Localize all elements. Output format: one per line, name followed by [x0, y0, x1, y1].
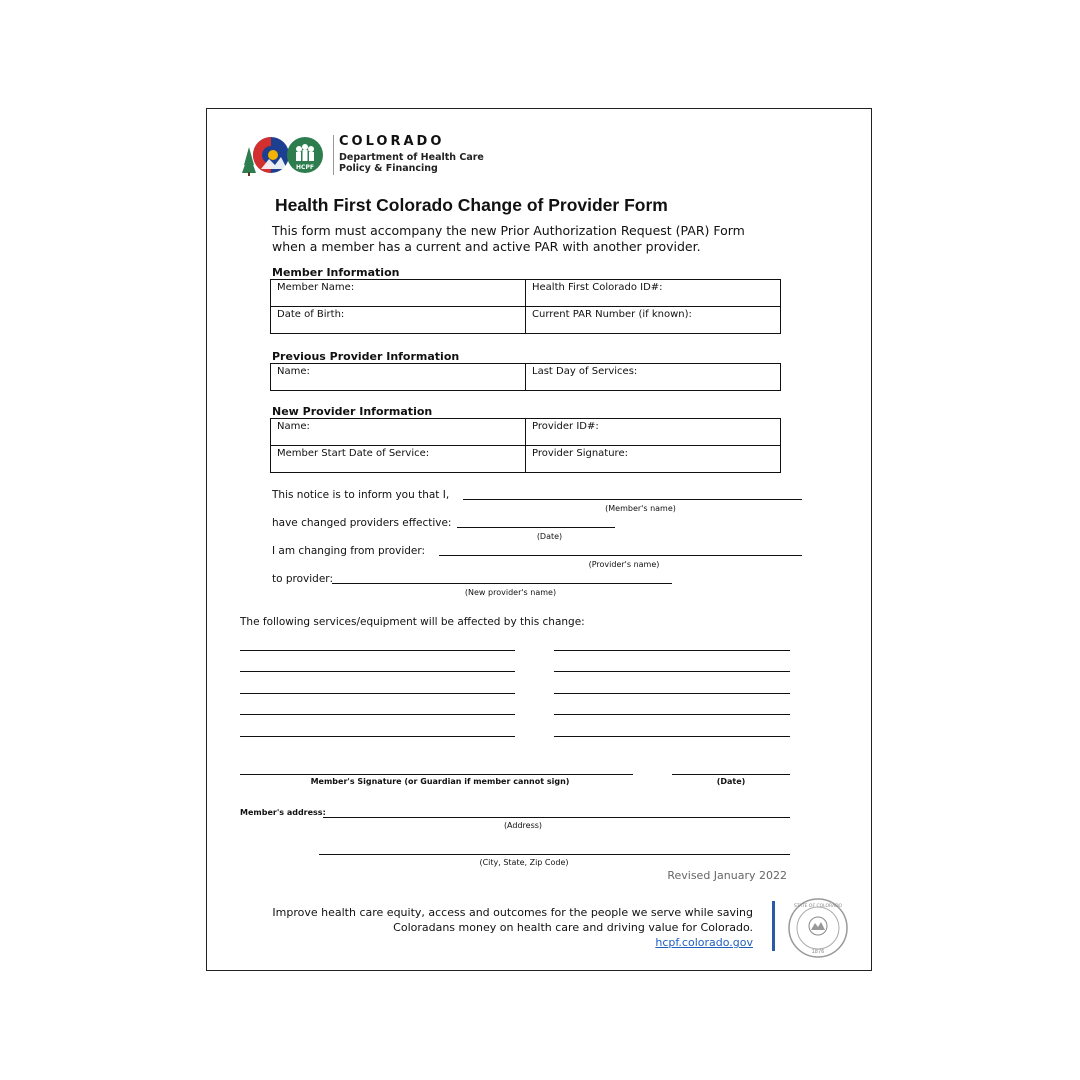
- service-line[interactable]: [240, 671, 515, 672]
- form-page: [206, 108, 872, 971]
- address-label: Member's address:: [240, 808, 326, 817]
- logo-badge: HCPF: [296, 164, 314, 171]
- service-line[interactable]: [554, 714, 790, 715]
- service-line[interactable]: [240, 714, 515, 715]
- service-line[interactable]: [240, 693, 515, 694]
- effective-date-caption: (Date): [536, 532, 563, 541]
- signature-date-line[interactable]: [672, 774, 790, 775]
- footer-line-1: Improve health care equity, access and outcomes for the people we serve while saving: [272, 906, 753, 919]
- services-label: The following services/equipment will be affected by this change:: [240, 616, 585, 628]
- logo-dept-line2: Policy & Financing: [339, 162, 438, 174]
- notice-line-2: have changed providers effective:: [272, 517, 452, 529]
- new-provider-name-field[interactable]: Name:: [271, 419, 526, 446]
- address-line[interactable]: [323, 817, 790, 818]
- member-info-table: [270, 279, 781, 334]
- colorado-logo-icon: [239, 133, 329, 177]
- footer-link[interactable]: hcpf.colorado.gov: [655, 936, 753, 949]
- service-line[interactable]: [554, 671, 790, 672]
- new-provider-heading: New Provider Information: [272, 405, 433, 418]
- last-day-services-field[interactable]: Last Day of Services:: [526, 364, 781, 391]
- seal-text: STATE OF COLORADO: [793, 904, 843, 909]
- provider-name-line[interactable]: [439, 555, 802, 556]
- footer-mission: [272, 905, 753, 950]
- service-line[interactable]: [554, 736, 790, 737]
- state-seal-icon: [787, 897, 849, 959]
- previous-provider-name-field[interactable]: Name:: [271, 364, 526, 391]
- member-info-heading: Member Information: [272, 266, 400, 279]
- member-signature-caption: Member's Signature (or Guardian if member cannot sign): [310, 777, 570, 786]
- provider-id-field[interactable]: Provider ID#:: [526, 419, 781, 446]
- date-of-birth-field[interactable]: Date of Birth:: [271, 307, 526, 334]
- city-state-zip-line[interactable]: [319, 854, 790, 855]
- logo-brand: COLORADO: [339, 134, 445, 149]
- address-caption: (Address): [503, 821, 543, 830]
- new-provider-table: [270, 418, 781, 473]
- logo-dept-line1: Department of Health Care: [339, 151, 484, 163]
- logo-divider: [333, 135, 334, 175]
- member-signature-line[interactable]: [240, 774, 633, 775]
- service-line[interactable]: [554, 693, 790, 694]
- signature-date-caption: (Date): [716, 777, 746, 786]
- notice-line-3: I am changing from provider:: [272, 545, 426, 557]
- provider-name-caption: (Provider's name): [588, 560, 660, 569]
- effective-date-line[interactable]: [457, 527, 615, 528]
- service-line[interactable]: [554, 650, 790, 651]
- new-provider-name-caption: (New provider's name): [464, 588, 557, 597]
- member-name-caption: (Member's name): [605, 504, 676, 513]
- service-line[interactable]: [240, 736, 515, 737]
- member-name-line[interactable]: [463, 499, 802, 500]
- city-state-zip-caption: (City, State, Zip Code): [479, 858, 569, 867]
- member-id-field[interactable]: Health First Colorado ID#:: [526, 280, 781, 307]
- notice-line-1: This notice is to inform you that I,: [272, 489, 450, 501]
- logo-text: [339, 135, 484, 174]
- revised-date: Revised January 2022: [667, 869, 787, 882]
- notice-line-4: to provider:: [272, 573, 333, 585]
- service-line[interactable]: [240, 650, 515, 651]
- page-title: Health First Colorado Change of Provider Form: [275, 195, 668, 215]
- par-number-field[interactable]: Current PAR Number (if known):: [526, 307, 781, 334]
- member-name-field[interactable]: Member Name:: [271, 280, 526, 307]
- intro-text: This form must accompany the new Prior Authorization Request (PAR) Form when a member has a current and active PAR with another provider.: [272, 223, 745, 254]
- new-provider-name-line[interactable]: [332, 583, 672, 584]
- seal-year: 1876: [811, 949, 825, 955]
- start-date-field[interactable]: Member Start Date of Service:: [271, 446, 526, 473]
- previous-provider-heading: Previous Provider Information: [272, 350, 460, 363]
- footer-line-2: Coloradans money on health care and driving value for Colorado.: [393, 921, 753, 934]
- provider-signature-field[interactable]: Provider Signature:: [526, 446, 781, 473]
- footer-accent-bar: [772, 901, 775, 951]
- previous-provider-table: [270, 363, 781, 391]
